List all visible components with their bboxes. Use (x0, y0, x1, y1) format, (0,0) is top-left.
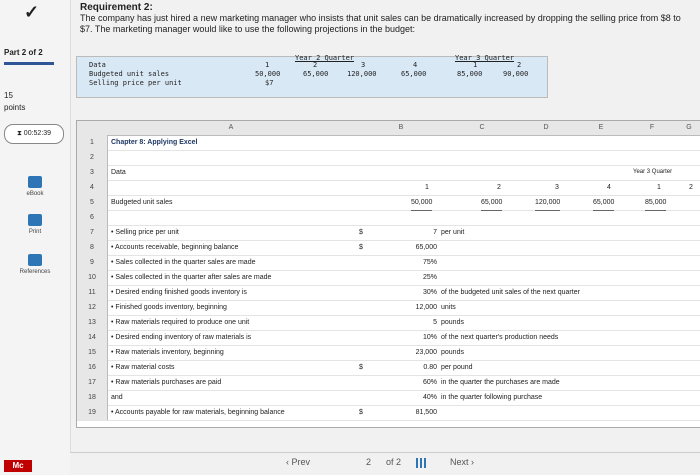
page-total: of 2 (386, 457, 402, 467)
value-cell[interactable]: 5 (433, 319, 437, 326)
table-row (77, 360, 700, 376)
value-cell[interactable]: 60% (422, 379, 437, 386)
dollar-cell[interactable]: $ (359, 229, 363, 236)
page-current: 2 (366, 457, 372, 467)
dollar-cell[interactable]: $ (359, 409, 363, 416)
table-row (77, 345, 700, 361)
table-row (77, 270, 700, 286)
table-row (77, 195, 700, 211)
points-label: points (4, 103, 26, 112)
row-number: 3 (77, 165, 108, 180)
data-cell[interactable]: Data (111, 169, 126, 176)
label-cell[interactable]: • Selling price per unit (111, 229, 179, 236)
value-cell[interactable]: 30% (422, 289, 437, 296)
part-indicator: Part 2 of 2 (4, 48, 43, 57)
column-header[interactable]: A (107, 121, 356, 136)
budget-row-label: Selling price per unit (89, 79, 182, 87)
printer-icon (28, 214, 42, 226)
row-number: 10 (77, 270, 108, 285)
note-cell[interactable]: of the budgeted unit sales of the next quarter (441, 289, 580, 296)
row-number: 16 (77, 360, 108, 375)
table-row (77, 315, 700, 331)
table-row (77, 180, 700, 196)
prev-label: Prev (291, 457, 311, 467)
row-number: 1 (77, 135, 108, 150)
value-cell[interactable]: 12,000 (415, 304, 437, 311)
column-header[interactable]: C (447, 121, 518, 136)
timer-text: 00:52:39 (23, 130, 52, 137)
label-cell[interactable]: • Desired ending finished goods inventory is (111, 289, 247, 296)
row-number: 6 (77, 210, 108, 225)
row-number: 14 (77, 330, 108, 345)
print-button[interactable] (8, 214, 62, 235)
price-value: $7 (265, 79, 274, 87)
sales-cell[interactable]: 65,000 (593, 195, 614, 211)
table-row (77, 150, 700, 166)
label-cell[interactable]: Budgeted unit sales (111, 199, 173, 206)
value-cell[interactable]: 23,000 (415, 349, 437, 356)
quarter-cell[interactable]: 2 (497, 184, 501, 191)
table-row (77, 210, 700, 226)
table-row (77, 135, 700, 151)
budget-projection-box (76, 56, 548, 98)
note-cell[interactable]: in the quarter following purchase (441, 394, 543, 401)
dollar-cell[interactable]: $ (359, 244, 363, 251)
references-button[interactable] (8, 254, 62, 275)
column-header[interactable]: G (677, 121, 700, 136)
note-cell[interactable]: pounds (441, 319, 464, 326)
value-cell[interactable]: 10% (422, 334, 437, 341)
value-cell[interactable]: 81,500 (415, 409, 437, 416)
row-number: 2 (77, 150, 108, 165)
print-label: Print (28, 229, 42, 235)
checkmark-icon: ✓ (24, 2, 40, 22)
row-number: 5 (77, 195, 108, 210)
value-cell[interactable]: 25% (422, 274, 437, 281)
references-icon (28, 254, 42, 266)
label-cell[interactable]: • Finished goods inventory, beginning (111, 304, 227, 311)
column-header[interactable]: B (355, 121, 448, 136)
prev-button[interactable]: ‹ Prev (286, 457, 311, 467)
table-row (77, 375, 700, 391)
column-header[interactable]: F (627, 121, 678, 136)
note-cell[interactable]: in the quarter the purchases are made (441, 379, 560, 386)
row-number: 12 (77, 300, 108, 315)
next-label: Next (450, 457, 469, 467)
year3-header-cell[interactable]: Year 3 Quarter (633, 169, 673, 175)
label-cell[interactable]: • Sales collected in the quarter sales are made (111, 259, 256, 266)
next-button[interactable]: Next › (450, 457, 475, 467)
sales-value: 50,000 (255, 70, 281, 78)
sales-cell[interactable]: 120,000 (535, 195, 560, 211)
label-cell[interactable]: • Raw materials required to produce one unit (111, 319, 250, 326)
value-cell[interactable]: 40% (422, 394, 437, 401)
row-number: 13 (77, 315, 108, 330)
quarter-number: 2 (313, 61, 318, 69)
column-header[interactable]: E (575, 121, 628, 136)
points (4, 90, 25, 114)
table-row (77, 255, 700, 271)
quarter-number: 1 (473, 61, 478, 69)
sheet-title[interactable]: Chapter 8: Applying Excel (111, 139, 198, 146)
label-cell[interactable]: • Accounts payable for raw materials, beginning balance (111, 409, 285, 416)
row-number: 15 (77, 345, 108, 360)
table-row (77, 330, 700, 346)
value-cell[interactable]: 75% (422, 259, 437, 266)
book-icon (28, 176, 42, 188)
budget-row-label: Budgeted unit sales (89, 70, 170, 78)
requirement-text: The company has just hired a new marketing manager who insists that unit sales can be dramatically increased by dropping the selling price from $8 to $7. The marketing manager would like to use the following projections in the budget: (80, 13, 681, 34)
table-row (77, 225, 700, 241)
row-number: 19 (77, 405, 108, 420)
note-cell[interactable]: per unit (441, 229, 465, 236)
note-cell[interactable]: units (441, 304, 456, 311)
row-number: 18 (77, 390, 108, 405)
label-cell[interactable]: • Sales collected in the quarter after sales are made (111, 274, 272, 281)
table-row (77, 285, 700, 301)
points-value: 15 (4, 91, 13, 100)
row-number: 4 (77, 180, 108, 195)
part-progress-bar (4, 62, 54, 65)
references-label: References (19, 269, 51, 275)
ebook-label: eBook (26, 191, 44, 197)
quarter-cell[interactable]: 2 (689, 184, 693, 191)
value-cell[interactable]: 0.80 (423, 364, 437, 371)
label-cell[interactable]: and (111, 394, 123, 401)
quarter-cell[interactable]: 3 (555, 184, 559, 191)
sales-value: 85,000 (457, 70, 483, 78)
note-cell[interactable]: of the next quarter's production needs (441, 334, 559, 341)
row-number: 7 (77, 225, 108, 240)
row-number: 8 (77, 240, 108, 255)
table-row (77, 405, 700, 421)
spreadsheet (76, 120, 700, 428)
row-number: 17 (77, 375, 108, 390)
label-cell[interactable]: • Raw materials purchases are paid (111, 379, 222, 386)
table-row (77, 240, 700, 256)
year3-header: Year 3 Quarter (455, 54, 515, 62)
quarter-cell[interactable]: 4 (607, 184, 611, 191)
mcgraw-hill-logo: Mc (4, 460, 32, 472)
label-cell[interactable]: • Accounts receivable, beginning balance (111, 244, 239, 251)
sidebar (0, 0, 71, 474)
quarter-cell[interactable]: 1 (657, 184, 661, 191)
requirement-title: Requirement 2: (80, 2, 153, 13)
sales-cell[interactable]: 85,000 (645, 195, 666, 211)
label-cell[interactable]: • Desired ending inventory of raw materials is (111, 334, 252, 341)
corner-cell (77, 121, 108, 136)
sales-cell[interactable]: 65,000 (481, 195, 502, 211)
bottom-nav (70, 452, 700, 475)
dollar-cell[interactable]: $ (359, 364, 363, 371)
data-label: Data (89, 61, 106, 69)
note-cell[interactable]: pounds (441, 349, 464, 356)
sales-value: 120,000 (347, 70, 377, 78)
timer[interactable]: ⧗ 00:52:39 (4, 124, 64, 144)
label-cell[interactable]: • Raw materials inventory, beginning (111, 349, 224, 356)
ebook-button[interactable] (8, 176, 62, 197)
value-cell[interactable]: 7 (433, 229, 437, 236)
sales-cell[interactable]: 50,000 (411, 195, 432, 211)
column-header[interactable]: D (517, 121, 576, 136)
sales-value: 65,000 (303, 70, 329, 78)
quarter-number: 1 (265, 61, 270, 69)
quarter-cell[interactable]: 1 (425, 184, 429, 191)
sales-value: 90,000 (503, 70, 529, 78)
sales-value: 65,000 (401, 70, 427, 78)
note-cell[interactable]: per pound (441, 364, 473, 371)
quarter-number: 2 (517, 61, 522, 69)
value-cell[interactable]: 65,000 (415, 244, 437, 251)
quarter-number: 3 (361, 61, 366, 69)
table-row (77, 390, 700, 406)
label-cell[interactable]: • Raw material costs (111, 364, 175, 371)
row-number: 9 (77, 255, 108, 270)
table-row (77, 300, 700, 316)
year2-header: Year 2 Quarter (295, 54, 355, 62)
row-number: 11 (77, 285, 108, 300)
quarter-number: 4 (413, 61, 418, 69)
grid-icon[interactable] (416, 457, 428, 468)
table-row (77, 165, 700, 181)
